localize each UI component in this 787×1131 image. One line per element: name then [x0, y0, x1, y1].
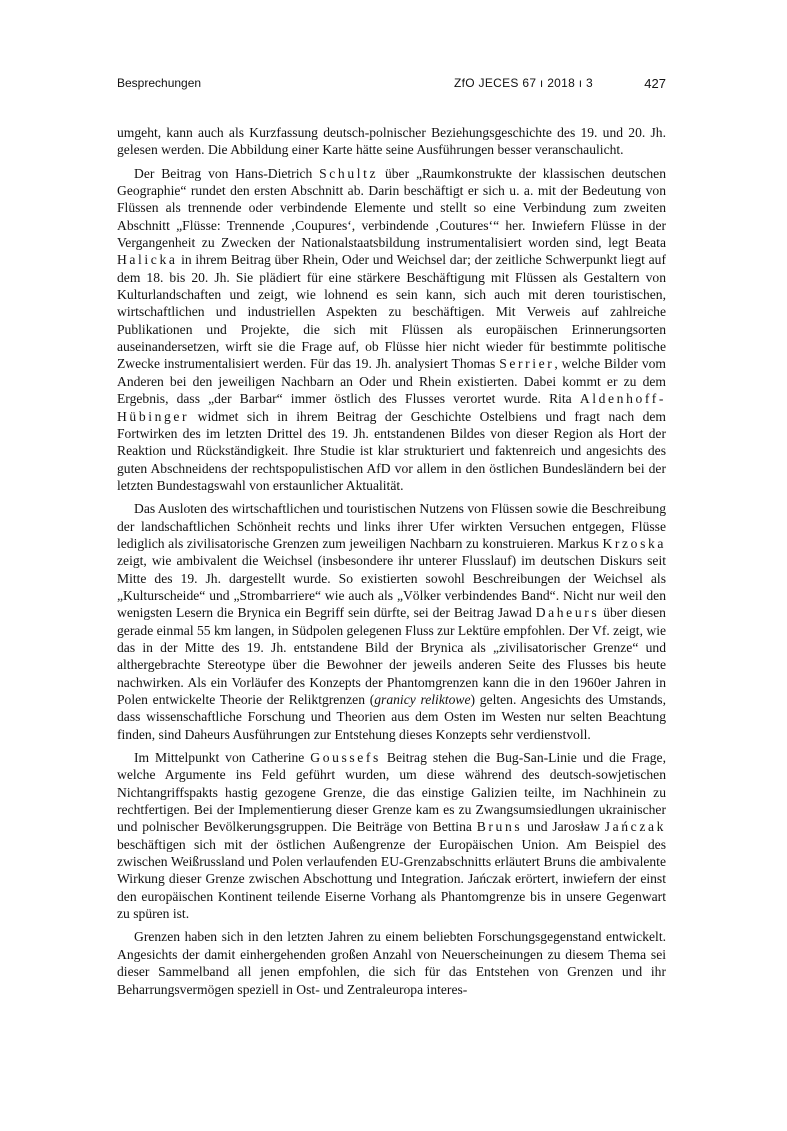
text-run: , welche Bilder vom Anderen bei den jeweiligen Nachbarn an Oder und Rhein existierten. Dabei kommt er zu dem Ergebnis, dass „der Barbar“ immer östlich des Flusses verortet wurde. Rita [117, 356, 666, 407]
text-run: in ihrem Beitrag über Rhein, Oder und Weichsel dar; der zeitliche Schwerpunkt liegt auf dem 18. bis 20. Jh. Sie plädiert für eine stärkere Beschäftigung mit Flüssen als Gestaltern von Kulturlandschaften und zeigt, wie lohnend es sein kann, sich auch mit deren touristischen, wirtschaftlichen und industriellen Aspekten zu beschäftigen. Mit Verweis auf zahlreiche Publikationen und Projekte, die sich mit Flüssen als europäischen Erinnerungsorten auseinandersetzen, wirft sie die Frage auf, ob Flüsse hier nicht wieder für bestimmte politische Zwecke instrumentalisiert werden. Für das 19. Jh. analysiert Thomas [117, 252, 666, 372]
paragraph-2 [117, 165, 666, 495]
text-run: Das Ausloten des wirtschaftlichen und touristischen Nutzens von Flüssen sowie die Beschreibung der landschaftlichen Schönheit rechts und links ihrer Ufer wirkten Versuchen entgegen, Flüsse lediglich als zivilisatorische Grenzen zum jeweiligen Nachbarn zu konstruieren. Markus [117, 501, 666, 551]
text-run: Grenzen haben sich in den letzten Jahren zu einem beliebten Forschungsgegenstand entwickelt. Angesichts der damit einhergehenden großen Anzahl von Neuerscheinungen zu diesem Thema sei dieser Sammelband all jenen empfohlen, die sich für das Entstehen von Grenzen und ihr Beharrungsvermögen speziell in Ost- und Zentraleuropa interes- [117, 929, 666, 997]
review-body-text [117, 124, 666, 1004]
author-name: Schultz [319, 165, 379, 181]
italic-term: granicy reliktowe [374, 692, 471, 707]
text-run: beschäftigen sich mit der östlichen Außengrenze der Europäischen Union. Am Beispiel des zwischen Weißrussland und Polen verlaufenden EU-Grenzabschnitts erläutert Bruns die ambivalente Wirkung dieser Grenze zwischen Abschottung und Integration. Jańczak erörtert, inwiefern der einst den europäischen Kontinent teilende Eiserne Vorhang als Phantomgrenze bis in unsere Gegenwart zu spüren ist. [117, 836, 666, 922]
author-name: Jańczak [604, 819, 666, 835]
text-run: und Jarosław [522, 819, 605, 835]
journal-citation: ZfO JECES 67 ı 2018 ı 3 [454, 76, 593, 90]
text-run: Beitrag stehen die Bug-San-Linie und die Frage, welche Argumente ins Feld geführt wurden, um diese während des deutsch-sowjetischen Nichtangriffspakts hastig gezogene Grenze, die das einstige Galizien teilte, im Nachhinein zu rechtfertigen. Bei der Implementierung dieser Grenze kam es zu Zwangsumsiedlungen ukrainischer und polnischer Bevölkerungsgruppen. Die Beiträge von Bettina [117, 750, 666, 835]
text-run: ) gelten. Angesichts des Umstands, dass wissenschaftliche Forschung und Theorien aus dem Osten im Westen nur selten Beachtung finden, sind Daheurs Ausführungen zur Entstehung dieses Konzepts sehr verdienstvoll. [117, 692, 666, 742]
running-head [117, 76, 666, 94]
paragraph-4 [117, 749, 666, 922]
author-name: Serrier [499, 356, 555, 372]
author-name: Daheurs [535, 605, 600, 621]
paragraph-3 [117, 500, 666, 743]
author-name: Goussefs [310, 750, 381, 766]
author-name: Halicka [117, 252, 178, 268]
text-run: widmet sich in ihrem Beitrag der Geschichte Ostelbiens und fragt nach dem Fortwirken des im letzten Drittel des 19. Jh. entstandenen Bildes von dieser Region als Hort der Reaktion und Rückständigkeit. Ihre Studie ist klar strukturiert und faktenreich und angesichts des guten Abschneidens der rechtspopulistischen AfD vor allem in den östlichen Bundesländern bei der letzten Bundestagswahl von erstaunlicher Aktualität. [117, 408, 666, 493]
text-run: Im Mittelpunkt von Catherine [134, 750, 311, 766]
text-run: zeigt, wie ambivalent die Weichsel (insbesondere ihr unterer Flusslauf) im deutschen Diskurs seit Mitte des 19. Jh. dargestellt wurde. So existierten sowohl Beschreibungen der Weichsel als „Kulturscheide“ und „Strombarriere“ wie auch als „Völker verbindendes Band“. Nicht nur weil den wenigsten Lesern die Brynica ein Begriff sein dürfte, sei der Beitrag Jawad [117, 553, 666, 621]
author-name: Aldenhoff-Hübinger [117, 391, 666, 424]
text-run: Der Beitrag von Hans-Dietrich [134, 165, 320, 181]
paragraph-1 [117, 124, 666, 159]
text-run: umgeht, kann auch als Kurzfassung deutsch-polnischer Beziehungsgeschichte des 19. und 20. Jh. gelesen werden. Die Abbildung einer Karte hätte seine Ausführungen besser veranschaulicht. [117, 125, 666, 158]
page-number: 427 [644, 76, 666, 91]
paragraph-5 [117, 928, 666, 997]
author-name: Krzoska [602, 535, 666, 551]
text-run: über diesen gerade einmal 55 km langen, in Südpolen gelegenen Fluss zur Lektüre empfohlen. Der Vf. zeigt, wie das in der Mitte des 19. Jh. entstandene Bild der Brynica als „zivilisatorischer Grenze“ und althergebrachte Stereotype über die Bewohner der jeweils anderen Seite des Flusses bis heute nachwirken. Als ein Vorläufer des Konzepts der Phantomgrenzen kann die in den 1960er Jahren in Polen entwickelte Theorie der Reliktgrenzen ( [117, 605, 667, 707]
section-title: Besprechungen [117, 76, 202, 90]
text-run: über „Raumkonstrukte der klassischen deutschen Geographie“ rundet den ersten Abschnitt ab. Darin beschäftigt er sich u. a. mit der Bedeutung von Flüssen als trennende oder verbindende Elemente und stellt so eine Verbindung zum zweiten Abschnitt „Flüsse: Trennende ‚Coupures‘, verbindende ‚Coutures‘“ her. Inwiefern Flüsse in der Vergangenheit zu Zwecken der Nationalstaatsbildung instrumentalisiert worden sind, legt Beata [117, 165, 666, 251]
author-name: Bruns [476, 819, 523, 835]
